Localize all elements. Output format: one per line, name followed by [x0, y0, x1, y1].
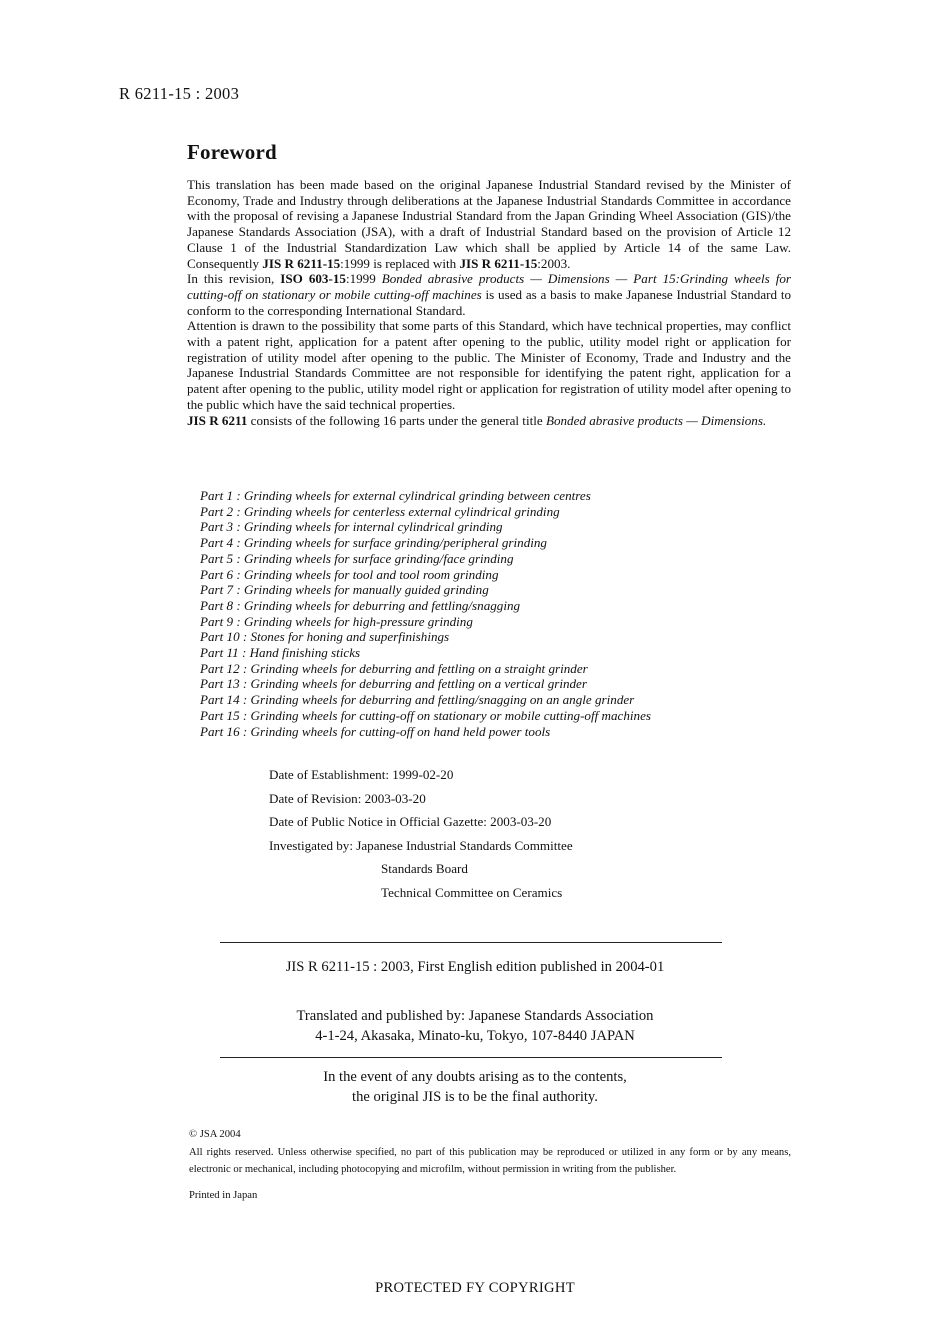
technical-committee: Technical Committee on Ceramics: [381, 884, 563, 900]
list-item: Part 13 : Grinding wheels for deburring and fettling on a vertical grinder: [200, 676, 587, 692]
copyright-notice: © JSA 2004: [189, 1129, 241, 1140]
standards-board: Standards Board: [381, 861, 468, 876]
date-establishment: Date of Establishment: 1999-02-20: [269, 767, 454, 782]
list-item: Part 8 : Grinding wheels for deburring and fettling/snagging: [200, 597, 521, 613]
list-item: Part 6 : Grinding wheels for tool and tool room grinding: [200, 566, 499, 582]
edition-note: JIS R 6211-15 : 2003, First English edition published in 2004-01: [285, 959, 665, 975]
copyright-block: [189, 1126, 791, 1204]
rights-statement: All rights reserved. Unless otherwise specified, no part of this publication may be reproduced or utilized in any form or by any means, electronic or mechanical, including photocopying and microfilm, without permission in writing from the publisher.: [189, 1146, 791, 1175]
date-public-notice: Date of Public Notice in Official Gazette: 2003-03-20: [269, 814, 552, 829]
foreword-body: [187, 177, 791, 428]
list-item: Part 12 : Grinding wheels for deburring and fettling on a straight grinder: [200, 660, 588, 676]
foreword-paragraph-1: This translation has been made based on the original Japanese Industrial Standard revised by the Minister of Economy, Trade and Industry through deliberations at the Japanese Industrial Standards Committee in accordance with the proposal of revising a Japanese Industrial Standard from the Japan Grinding Wheel Association (GIS)/the Japanese Standards Association (JSA), with a draft of Industrial Standard based on the provision of Article 12 Clause 1 of the Industrial Standardization Law which shall be applied by Article 14 of the same Law. Consequently JIS R 6211-15:1999 is replaced with JIS R 6211-15:2003.: [187, 177, 791, 271]
list-item: Part 16 : Grinding wheels for cutting-off on hand held power tools: [200, 723, 551, 739]
investigated-by: Investigated by: Japanese Industrial Standards Committee: [269, 837, 573, 853]
list-item: Part 2 : Grinding wheels for centerless external cylindrical grinding: [200, 503, 560, 519]
divider: [220, 942, 722, 943]
list-item: Part 1 : Grinding wheels for external cylindrical grinding between centres: [200, 488, 591, 503]
publisher-info: [0, 1006, 950, 1046]
list-item: Part 10 : Stones for honing and superfinishings: [200, 629, 450, 645]
date-revision: Date of Revision: 2003-03-20: [269, 790, 426, 806]
authority-line: the original JIS is to be the final authority.: [352, 1089, 598, 1105]
publisher-address: 4-1-24, Akasaka, Minato-ku, Tokyo, 107-8440 JAPAN: [315, 1028, 635, 1044]
list-item: Part 7 : Grinding wheels for manually guided grinding: [200, 582, 489, 598]
printed-in: Printed in Japan: [189, 1189, 258, 1201]
list-item: Part 4 : Grinding wheels for surface grinding/peripheral grinding: [200, 535, 547, 551]
authority-note: [0, 1067, 950, 1107]
publisher-line: Translated and published by: Japanese Standards Association: [296, 1008, 654, 1024]
list-item: Part 9 : Grinding wheels for high-pressure grinding: [200, 613, 473, 629]
list-item: Part 3 : Grinding wheels for internal cylindrical grinding: [200, 519, 503, 535]
foreword-paragraph-3: Attention is drawn to the possibility that some parts of this Standard, which have technical properties, may conflict with a patent right, application for a patent after opening to the public, utility model right or application for registration of utility model after opening to the public. The Minister of Economy, Trade and Industry and the Japanese Industrial Standards Committee are not responsible for identifying the patent right, application for a patent after opening to the public, utility model right or application for registration of utility model after opening to the public which have the said technical properties.: [187, 318, 791, 412]
divider: [220, 1057, 722, 1058]
standard-number: R 6211-15 : 2003: [119, 84, 240, 103]
parts-list: [200, 488, 651, 739]
authority-line: In the event of any doubts arising as to the contents,: [323, 1069, 627, 1085]
dates-block: [269, 767, 573, 908]
list-item: Part 11 : Hand finishing sticks: [200, 645, 361, 661]
footer-text: PROTECTED FY COPYRIGHT: [375, 1280, 575, 1296]
list-item: Part 15 : Grinding wheels for cutting-off on stationary or mobile cutting-off machines: [200, 707, 651, 723]
foreword-paragraph-2: In this revision, ISO 603-15:1999 Bonded abrasive products — Dimensions — Part 15:Grinding wheels for cutting-off on stationary or mobile cutting-off machines is used as a basis to make Japanese Industrial Standard to conform to the corresponding International Standard.: [187, 271, 792, 318]
list-item: Part 5 : Grinding wheels for surface grinding/face grinding: [200, 550, 514, 566]
page-title: Foreword: [187, 140, 277, 164]
foreword-paragraph-4: JIS R 6211 consists of the following 16 parts under the general title Bonded abrasive products — Dimensions.: [187, 412, 767, 428]
list-item: Part 14 : Grinding wheels for deburring and fettling/snagging on an angle grinder: [200, 692, 635, 708]
